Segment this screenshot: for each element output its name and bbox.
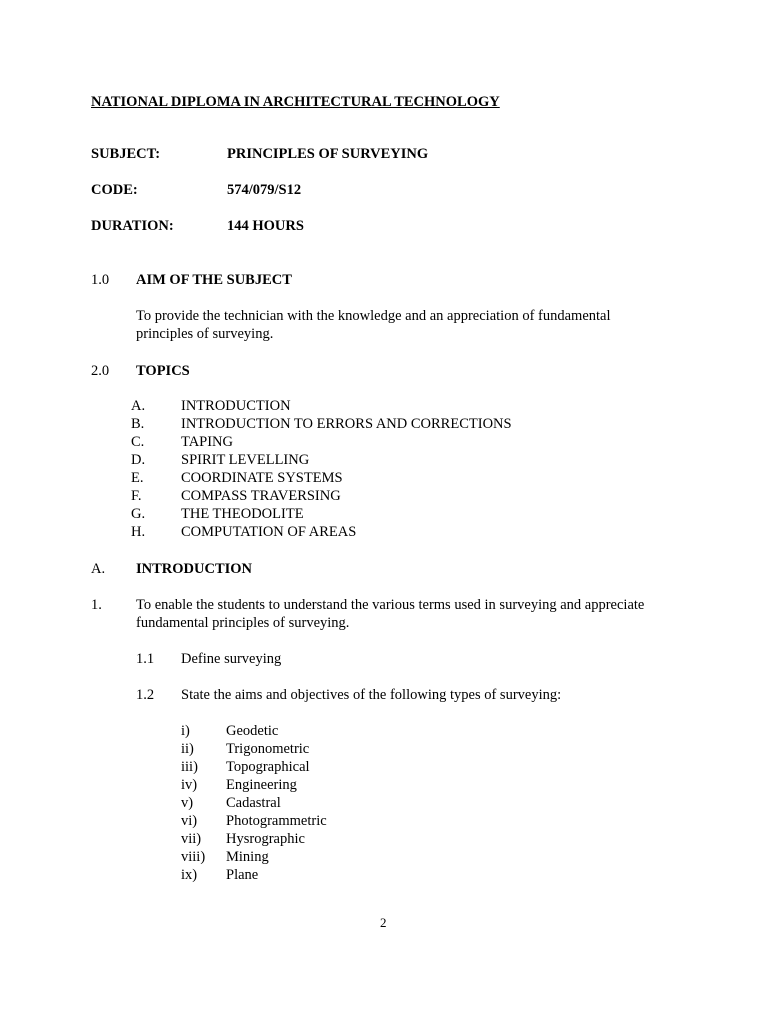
topic-letter: C. bbox=[131, 434, 145, 450]
duration-label: DURATION: bbox=[91, 218, 174, 234]
survey-type-number: ii) bbox=[181, 741, 194, 757]
topic-letter: D. bbox=[131, 452, 146, 468]
topic-letter: E. bbox=[131, 470, 144, 486]
survey-type-item: Cadastral bbox=[226, 795, 281, 811]
document-title: NATIONAL DIPLOMA IN ARCHITECTURAL TECHNOLOGY bbox=[91, 94, 500, 110]
subject-value: PRINCIPLES OF SURVEYING bbox=[227, 146, 429, 162]
topic-item: TAPING bbox=[181, 434, 234, 450]
survey-type-number: viii) bbox=[181, 849, 206, 865]
survey-type-number: vi) bbox=[181, 813, 198, 829]
survey-type-number: vii) bbox=[181, 831, 202, 847]
code-value: 574/079/S12 bbox=[227, 182, 302, 198]
topics-section-heading: TOPICS bbox=[136, 363, 190, 379]
subsection-1-1-number: 1.1 bbox=[136, 651, 155, 667]
topic-item: COORDINATE SYSTEMS bbox=[181, 470, 343, 486]
objective-number: 1. bbox=[91, 597, 102, 613]
objective-text-line-1: To enable the students to understand the various terms used in surveying and appreciate bbox=[136, 597, 645, 613]
topic-item: COMPASS TRAVERSING bbox=[181, 488, 341, 504]
survey-type-number: ix) bbox=[181, 867, 198, 883]
survey-type-item: Plane bbox=[226, 867, 259, 883]
page-number: 2 bbox=[380, 915, 387, 930]
topic-item: THE THEODOLITE bbox=[181, 506, 304, 522]
survey-type-number: i) bbox=[181, 723, 190, 739]
objective-text-line-2: fundamental principles of surveying. bbox=[136, 615, 350, 631]
topic-letter: A. bbox=[131, 398, 146, 414]
aim-text-line-2: principles of surveying. bbox=[136, 326, 274, 342]
topic-item: INTRODUCTION bbox=[181, 398, 291, 414]
subsection-1-1-text: Define surveying bbox=[181, 651, 282, 667]
section-a-heading: INTRODUCTION bbox=[136, 561, 253, 577]
code-label: CODE: bbox=[91, 182, 138, 198]
aim-section-heading: AIM OF THE SUBJECT bbox=[136, 272, 292, 288]
topic-item: COMPUTATION OF AREAS bbox=[181, 524, 357, 540]
survey-type-number: iv) bbox=[181, 777, 198, 793]
subsection-1-2-number: 1.2 bbox=[136, 687, 155, 703]
aim-text-line-1: To provide the technician with the knowledge and an appreciation of fundamental bbox=[136, 308, 611, 324]
section-a-letter: A. bbox=[91, 561, 106, 577]
duration-value: 144 HOURS bbox=[227, 218, 304, 234]
survey-type-item: Mining bbox=[226, 849, 269, 865]
survey-type-item: Hysrographic bbox=[226, 831, 305, 847]
survey-type-item: Trigonometric bbox=[226, 741, 310, 757]
topic-letter: F. bbox=[131, 488, 142, 504]
topic-letter: H. bbox=[131, 524, 146, 540]
survey-type-item: Geodetic bbox=[226, 723, 279, 739]
survey-type-item: Photogrammetric bbox=[226, 813, 327, 829]
survey-type-item: Topographical bbox=[226, 759, 310, 775]
topic-item: SPIRIT LEVELLING bbox=[181, 452, 310, 468]
topic-letter: B. bbox=[131, 416, 145, 432]
aim-section-number: 1.0 bbox=[91, 272, 110, 288]
topic-letter: G. bbox=[131, 506, 146, 522]
subject-label: SUBJECT: bbox=[91, 146, 161, 162]
survey-type-number: iii) bbox=[181, 759, 198, 775]
topics-section-number: 2.0 bbox=[91, 363, 110, 379]
survey-type-item: Engineering bbox=[226, 777, 297, 793]
topic-item: INTRODUCTION TO ERRORS AND CORRECTIONS bbox=[181, 416, 512, 432]
survey-type-number: v) bbox=[181, 795, 194, 811]
subsection-1-2-text: State the aims and objectives of the following types of surveying: bbox=[181, 687, 562, 703]
